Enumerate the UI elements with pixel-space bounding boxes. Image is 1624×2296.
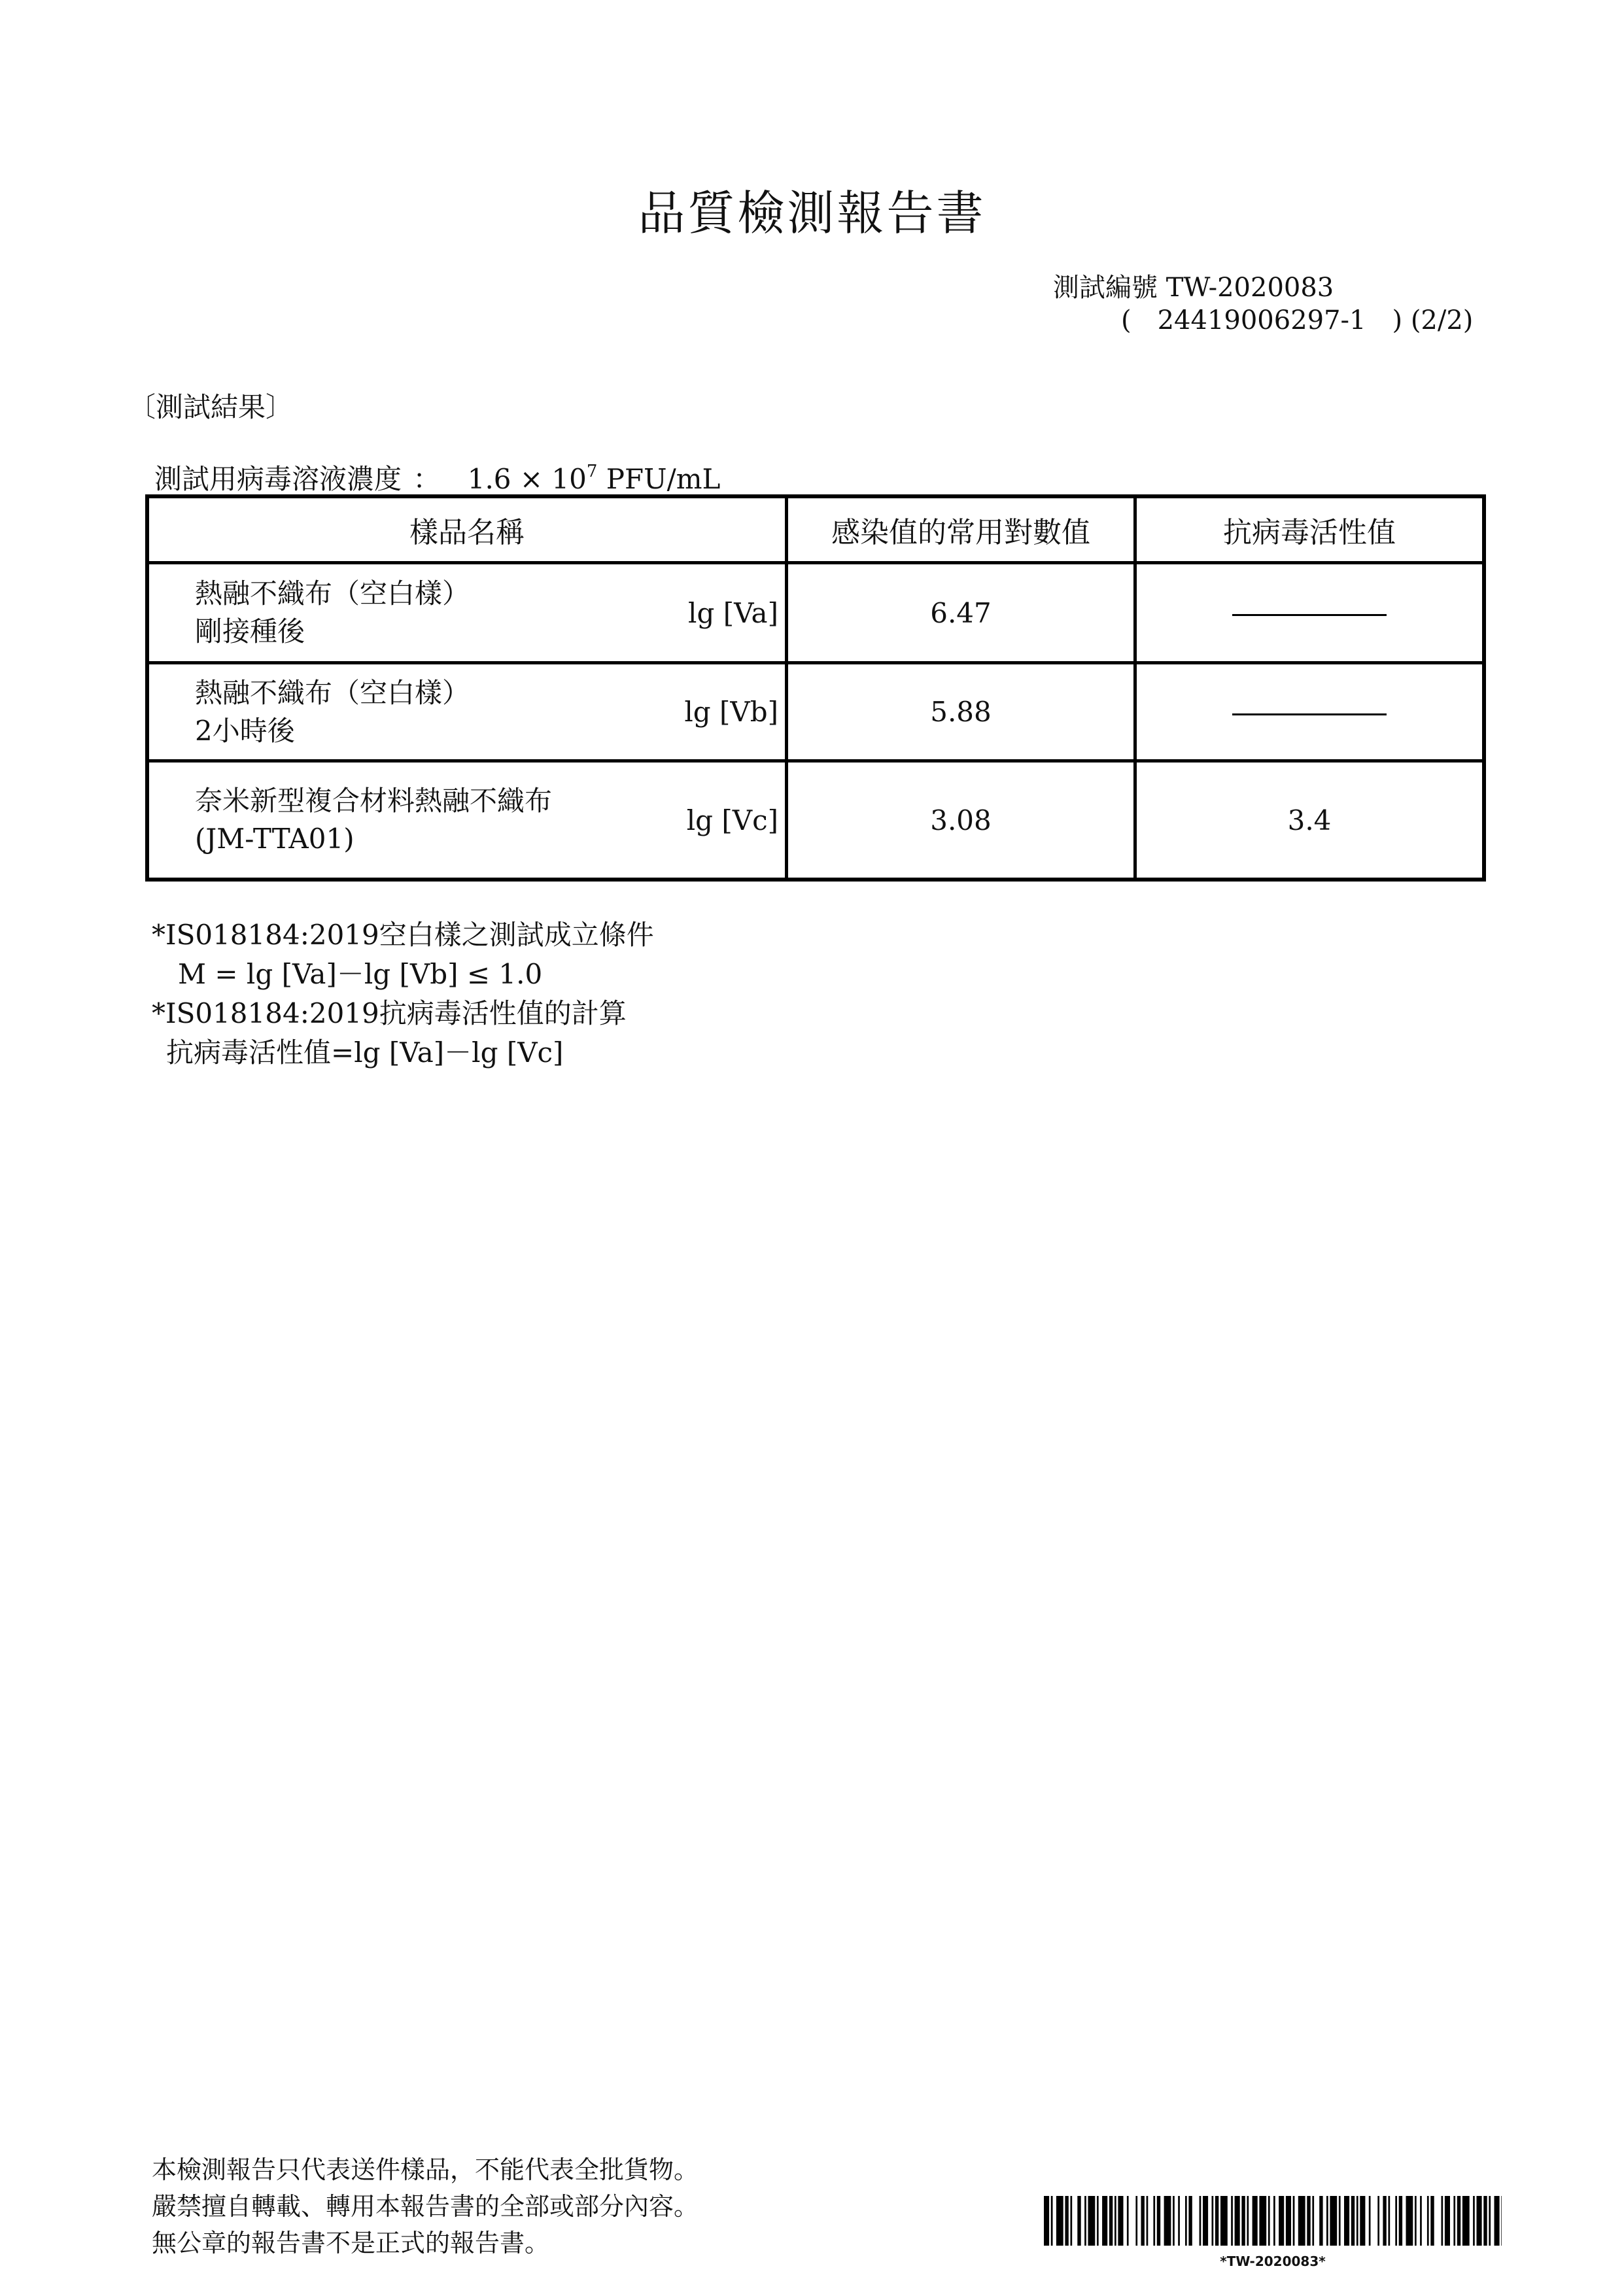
barcode-label: *TW-2020083* (1220, 2253, 1326, 2269)
log-label: lg [Vb] (684, 696, 778, 728)
concentration-value: 1.6 × 10 (467, 463, 587, 495)
header-sample-name: 樣品名稱 (147, 496, 787, 563)
results-table (145, 494, 1486, 882)
table-row (147, 563, 1484, 663)
footer-line: 無公章的報告書不是正式的報告書。 (152, 2229, 550, 2257)
note-line: 抗病毒活性值=lg [Va]－lg [Vc] (166, 1037, 564, 1069)
log-value-cell: 5.88 (787, 663, 1135, 761)
sample-name-line2: (JM-TTA01) (195, 823, 354, 855)
footer-disclaimer (152, 2151, 699, 2261)
table-header-row (147, 496, 1484, 563)
report-sub-number: ( 24419006297-1 ) (2/2) (1121, 305, 1474, 335)
barcode-icon (1044, 2196, 1502, 2246)
notes (152, 916, 654, 1072)
log-label: lg [Va] (688, 596, 778, 629)
header-log-value: 感染值的常用對數值 (787, 496, 1135, 563)
table-row (147, 761, 1484, 880)
sample-cell (147, 663, 787, 761)
sample-name-line1: 熱融不織布（空白樣） (195, 676, 470, 709)
log-value-cell: 3.08 (787, 761, 1135, 880)
activity-cell: 3.4 (1135, 761, 1485, 880)
activity-cell (1135, 663, 1485, 761)
sample-cell (147, 761, 787, 880)
header-antiviral-activity: 抗病毒活性值 (1135, 496, 1485, 563)
page-title: 品質檢測報告書 (638, 186, 986, 241)
sample-name-line1: 熱融不織布（空白樣） (195, 577, 470, 609)
sample-name-line2: 2小時後 (195, 714, 295, 747)
empty-dash (1232, 614, 1387, 616)
concentration-label: 測試用病毒溶液濃度 (154, 463, 402, 495)
log-value-cell: 6.47 (787, 563, 1135, 663)
sample-name-line2: 剛接種後 (195, 615, 305, 647)
virus-concentration (154, 458, 720, 497)
footer-line: 嚴禁擅自轉載、轉用本報告書的全部或部分內容。 (152, 2192, 699, 2221)
section-heading: 〔測試結果〕 (128, 391, 294, 423)
sample-name-line1: 奈米新型複合材料熱融不織布 (195, 785, 553, 817)
activity-cell (1135, 563, 1485, 663)
footer-line: 本檢測報告只代表送件樣品，不能代表全批貨物。 (152, 2155, 699, 2184)
sample-cell (147, 563, 787, 663)
concentration-exponent: 7 (586, 462, 598, 481)
note-line: M = lg [Va]－lg [Vb] ≤ 1.0 (178, 958, 543, 990)
note-line: *IS018184:2019抗病毒活性值的計算 (152, 997, 627, 1029)
concentration-separator: ： (413, 463, 441, 495)
empty-dash (1232, 713, 1387, 715)
log-label: lg [Vc] (686, 804, 778, 836)
table-row (147, 663, 1484, 761)
report-number: 測試編號 TW-2020083 (1053, 273, 1334, 303)
note-line: *IS018184:2019空白樣之測試成立條件 (152, 919, 654, 951)
concentration-unit: PFU/mL (606, 463, 721, 495)
